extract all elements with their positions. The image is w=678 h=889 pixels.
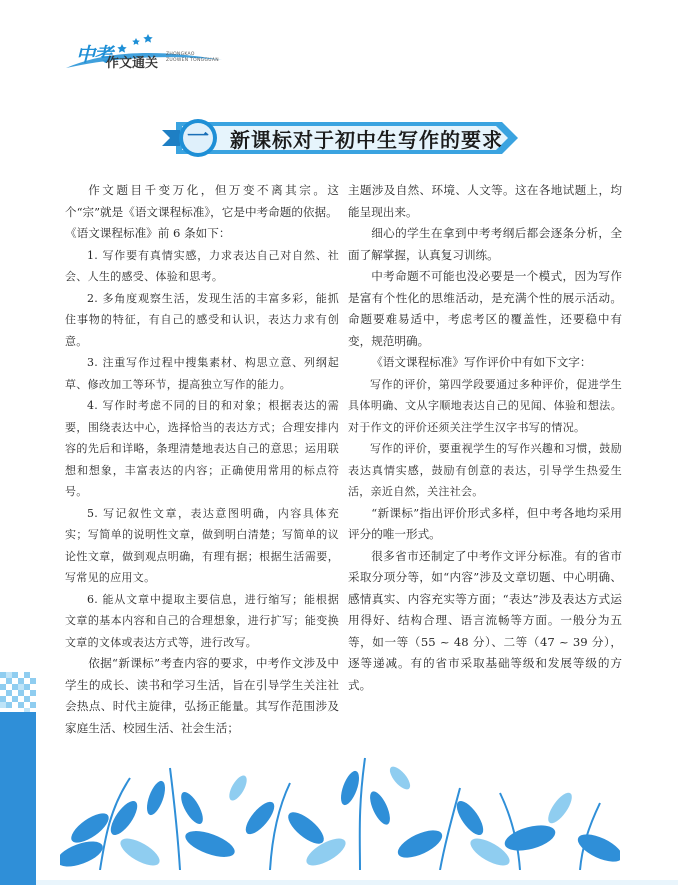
logo-main-text: 中考 [76, 44, 113, 66]
logo-pinyin-line-2: ZUOWEN TONGGUAN [166, 58, 219, 63]
right-column [348, 180, 622, 696]
paragraph: 作文题目千变万化，但万变不离其宗。这个“宗”就是《语文课程标准》，它是中考命题的依据。 [65, 183, 339, 219]
paragraph: 细心的学生在拿到中考考纲后都会逐条分析，全面了解掌握，认真复习训练。 [348, 226, 622, 262]
bottom-bar-shape [0, 877, 678, 885]
paragraph: 很多省市还制定了中考作文评分标准。有的省市采取分项分等，如“内容”涉及文章切题、中心明确、感情真实、内容充实等方面；“表达”涉及表达方式运用得好、结构合理、语言流畅等方面。一般分为五等，如一等（55 ~ 48 分）、二等（47 ~ 39 分），逐等递减。有的省市采取基础等级和发展等级的方式。 [348, 548, 622, 692]
standard-item: 4. 写作时考虑不同的目的和对象；根据表达的需要，围绕表达中心，选择恰当的表达方式；合理安排内容的先后和详略，条理清楚地表达自己的意思；运用联想和想象，丰富表达的内容；正确使用常用的标点符号。 [65, 399, 339, 498]
section-banner [162, 116, 520, 160]
paragraph: 依据“新课标”考查内容的要求，中考作文涉及中学生的成长、读书和学习生活，旨在引导学生关注社会热点、时代主旋律，弘扬正能量。其写作范围涉及家庭生活、校园生活、社会生活； [65, 656, 339, 735]
paragraph: 中考命题不可能也没必要是一个模式，因为写作是富有个性化的思维活动，是充满个性的展示活动。命题要难易适中，考虑考区的覆盖性，还要稳中有变，规范明确。 [348, 269, 622, 348]
standard-item: 6. 能从文章中提取主要信息，进行缩写；能根据文章的基本内容和自己的合理想象，进行扩写；能变换文章的文体或表达方式等，进行改写。 [65, 592, 339, 649]
standard-item: 1. 写作要有真情实感，力求表达自己对自然、社会、人生的感受、体验和思考。 [65, 248, 339, 283]
logo-sub-text: 作文通关 [106, 56, 159, 71]
decorative-squares [0, 672, 36, 878]
standard-item: 2. 多角度观察生活，发现生活的丰富多彩，能抓住事物的特征，有自己的感受和认识，表达力求有创意。 [65, 291, 339, 348]
logo-pinyin-line-1: ZHONGKAO [166, 52, 195, 57]
quoted-standard: 写作的评价，要重视学生的写作兴趣和习惯，鼓励表达真情实感，鼓励有创意的表达，引导学生热爱生活，亲近自然，关注社会。 [348, 442, 622, 498]
quoted-standard: 写作的评价，第四学段要通过多种评价，促进学生具体明确、文从字顺地表达自己的见闻、体验和想法。对于作文的评价还须关注学生汉字书写的情况。 [348, 377, 622, 434]
paragraph: “新课标”指出评价形式多样，但中考各地均采用评分的唯一形式。 [348, 505, 622, 541]
standard-item: 3. 注重写作过程中搜集素材、构思立意、列纲起草、修改加工等环节，提高独立写作的能力。 [65, 356, 339, 391]
leaf-decoration-icon [60, 748, 620, 870]
paragraph: 主题涉及自然、环境、人文等。这在各地试题上，均能呈现出来。 [348, 183, 622, 219]
paragraph: 《语文课程标准》前 6 条如下： [65, 226, 231, 240]
bottom-bar [0, 870, 678, 878]
section-number: 一 [186, 124, 209, 150]
standard-item: 5. 写记叙性文章，表达意图明确，内容具体充实；写简单的说明性文章，做到明白清楚；写简单的议论性文章，做到观点明确，有理有据；根据生活需要，写常见的应用文。 [65, 506, 339, 584]
left-column [65, 180, 339, 739]
paragraph: 《语文课程标准》写作评价中有如下文字： [371, 355, 592, 369]
header-logo [62, 30, 232, 74]
logo-pinyin [166, 52, 219, 64]
section-title: 新课标对于初中生写作的要求 [230, 128, 503, 152]
